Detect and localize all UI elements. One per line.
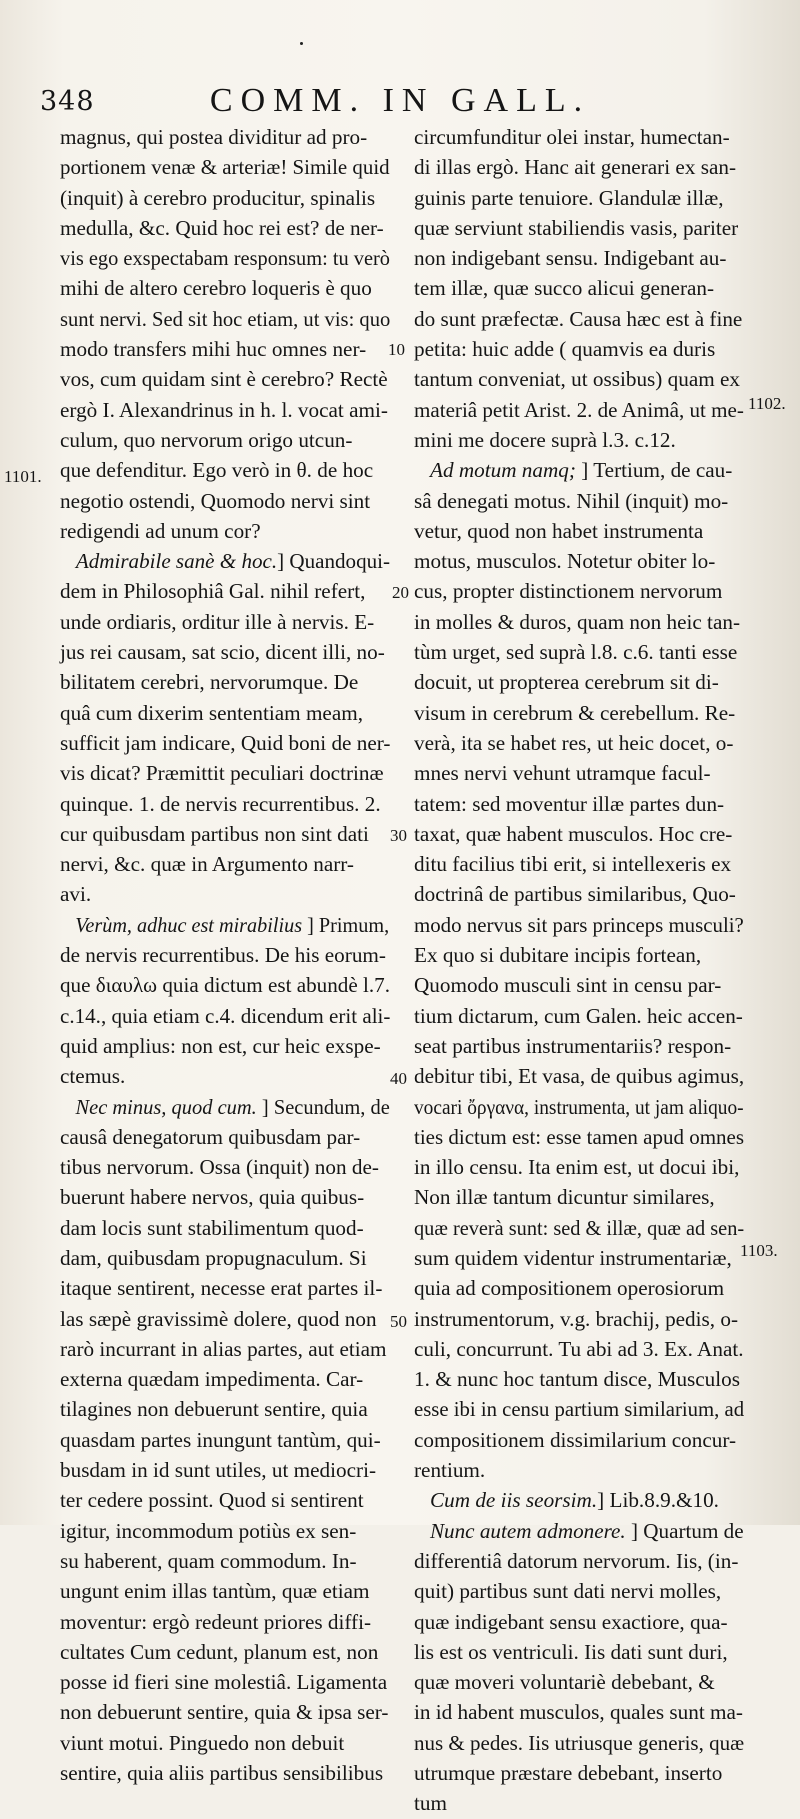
text-line <box>60 1273 390 1303</box>
text-line <box>60 334 390 364</box>
text-line <box>60 1182 390 1212</box>
line-text: tilagines non debuerunt sentire, quia <box>60 1397 368 1422</box>
text-line <box>60 1425 390 1455</box>
line-text: ] Quandoqui- <box>277 549 391 574</box>
line-text: ties dictum est: esse tamen apud omnes <box>414 1124 745 1149</box>
line-text: sum quidem videntur instrumentariæ, <box>414 1245 732 1270</box>
line-text: vis ego exspectabam responsum: tu verò <box>60 246 391 271</box>
text-line <box>60 486 390 516</box>
line-text: quit) partibus sunt dati nervi molles, <box>414 1579 722 1604</box>
line-text: buerunt habere nervos, quia quibus- <box>60 1185 365 1210</box>
line-text: tum <box>414 1791 447 1816</box>
running-title: COMM. IN GALL. <box>209 82 591 119</box>
text-line <box>60 516 390 546</box>
text-line <box>414 1092 744 1122</box>
line-text: bilitatem cerebri, nervorumque. De <box>60 670 359 695</box>
margin-note-left: 1101. <box>4 467 42 486</box>
line-text: quia ad compositionem operosiorum <box>414 1276 725 1301</box>
text-line <box>414 1455 744 1485</box>
text-line <box>60 1152 390 1182</box>
margin-note-right-top: 1102. <box>748 394 786 413</box>
lemma: Nec minus, quod cum. <box>75 1094 257 1119</box>
line-text: ] Lib.8.9.&10. <box>597 1488 719 1513</box>
text-line <box>60 425 390 455</box>
text-line <box>414 576 744 606</box>
line-text: quæ indigebant sensu exactiore, qua- <box>414 1609 728 1634</box>
lemma: Verùm, adhuc est mirabilius <box>75 912 303 937</box>
text-line <box>60 576 390 606</box>
line-text: compositionem dissimilarium concur- <box>414 1427 737 1452</box>
line-text: circumfunditur olei instar, humectan- <box>414 125 730 149</box>
text-line <box>414 1394 745 1424</box>
line-text: ] Quartum de <box>625 1518 744 1543</box>
text-line <box>414 1001 744 1031</box>
line-text: seat partibus instrumentariis? respon- <box>414 1033 732 1058</box>
line-text: portionem venæ & arteriæ! Simile quid <box>60 155 390 180</box>
page-header <box>40 80 760 124</box>
line-text: avi. <box>60 882 92 907</box>
line-text: vis dicat? Præmittit peculiari doctrinæ <box>60 761 384 786</box>
line-text: tem illæ, quæ succo alicui generan- <box>414 276 715 301</box>
line-text: culum, quo nervorum origo utcun- <box>60 427 353 452</box>
line-text: rentium. <box>414 1458 486 1483</box>
text-line <box>414 1243 744 1273</box>
line-text: sâ denegati motus. Nihil (inquit) mo- <box>414 488 729 513</box>
line-text: Quomodo musculi sint in censu par- <box>414 973 722 998</box>
text-line <box>60 1031 390 1061</box>
text-line <box>60 1001 391 1031</box>
line-text: posse id fieri sine molestiâ. Ligamenta <box>60 1670 388 1695</box>
line-text: ungunt enim illas tantùm, quæ etiam <box>60 1579 370 1604</box>
line-text: sentire, quia aliis partibus sensibilibus <box>60 1761 384 1786</box>
line-text: que defenditur. Ego verò in θ. de hoc <box>60 458 374 483</box>
text-line <box>414 1334 744 1364</box>
line-number-50: 50 <box>390 1312 407 1331</box>
line-number-20: 20 <box>392 583 409 602</box>
line-text: materiâ petit Arist. 2. de Animâ, ut me- <box>414 397 744 422</box>
line-text: medulla, &c. Quid hoc rei est? de ner- <box>60 215 384 240</box>
line-text: ] Secundum, de <box>256 1094 390 1119</box>
text-line <box>414 183 744 213</box>
line-text: ergò I. Alexandrinus in h. l. vocat ami- <box>60 397 388 422</box>
text-line <box>60 1243 390 1273</box>
text-line <box>60 304 391 334</box>
text-line <box>414 1788 744 1818</box>
text-line <box>414 1122 745 1152</box>
line-text: ter cedere possint. Quod si sentirent <box>60 1488 364 1513</box>
page-number: 348 <box>40 86 95 117</box>
text-line <box>414 1273 744 1303</box>
text-line <box>60 970 389 1000</box>
line-text: modo nervus sit pars princeps musculi? <box>414 912 744 937</box>
text-line <box>414 728 744 758</box>
line-text: viunt motui. Pinguedo non debuit <box>60 1730 345 1755</box>
text-line <box>60 1455 390 1485</box>
line-text: nervi, &c. quæ in Argumento narr- <box>60 852 354 877</box>
text-line <box>60 607 390 637</box>
line-text: sunt nervi. Sed sit hoc etiam, ut vis: quo <box>60 306 391 331</box>
text-line <box>60 243 391 273</box>
line-text: dem in Philosophiâ Gal. nihil refert, <box>60 579 366 604</box>
text-line <box>414 304 744 334</box>
line-text: itaque sentirent, necesse erat partes il- <box>60 1276 383 1301</box>
line-text: quæ reverà sunt: sed & illæ, quæ ad sen- <box>414 1215 745 1240</box>
text-line <box>60 728 390 758</box>
line-text: jus rei causam, sat scio, dicent illi, no- <box>60 640 385 665</box>
line-text: quæ serviunt stabiliendis vasis, pariter <box>414 215 739 240</box>
text-line <box>60 1092 390 1122</box>
text-line <box>60 122 390 152</box>
text-line <box>414 789 744 819</box>
line-text: ctemus. <box>60 1064 126 1089</box>
line-text: causâ denegatorum quibusdam par- <box>60 1124 361 1149</box>
line-text: in molles & duros, quam non heic tan- <box>414 609 740 634</box>
text-line <box>414 152 744 182</box>
text-line <box>60 667 390 697</box>
lemma: Cum de iis seorsim. <box>430 1488 598 1513</box>
text-line <box>60 455 390 485</box>
line-text: tùm urget, sed suprà l.8. c.6. tanti esse <box>414 640 738 665</box>
line-text: busdam in id sunt utiles, ut mediocri- <box>60 1458 377 1483</box>
line-text: quinque. 1. de nervis recurrentibus. 2. <box>60 791 381 816</box>
line-text: moventur: ergò redeunt priores diffi- <box>60 1609 372 1634</box>
text-line <box>414 1213 745 1243</box>
line-text: dam, quibusdam propugnaculum. Si <box>60 1245 367 1270</box>
line-text: redigendi ad unum cor? <box>60 518 261 543</box>
text-line <box>414 970 744 1000</box>
line-text: de nervis recurrentibus. De his eorum- <box>60 943 386 968</box>
text-line <box>60 637 390 667</box>
text-line <box>60 1122 390 1152</box>
text-line <box>414 1758 744 1788</box>
text-line <box>60 1546 390 1576</box>
line-text: su haberent, quam commodum. In- <box>60 1548 357 1573</box>
line-text: utrumque præstare debebant, inserto <box>414 1761 723 1786</box>
line-text: c.14., quia etiam c.4. dicendum erit ali- <box>60 1003 391 1028</box>
text-line <box>414 637 744 667</box>
line-text: quæ moveri voluntariè debebant, & <box>414 1670 715 1695</box>
text-line <box>60 698 390 728</box>
text-line <box>414 455 744 485</box>
lemma: Ad motum namq; <box>430 458 576 483</box>
text-line <box>414 1425 744 1455</box>
text-line <box>414 849 744 879</box>
line-text: petita: huic adde ( quamvis ea duris <box>414 337 716 362</box>
line-text: tatem: sed moventur illæ partes dun- <box>414 791 725 816</box>
lemma: Nunc autem admonere. <box>429 1518 626 1543</box>
text-line <box>414 1607 744 1637</box>
text-line <box>414 940 744 970</box>
text-line <box>60 1394 390 1424</box>
line-text: vos, cum quidam sint è cerebro? Rectè <box>60 367 388 392</box>
left-column <box>60 122 390 1788</box>
line-text: docuit, ut propterea cerebrum sit di- <box>414 670 719 695</box>
line-text: tium dictarum, cum Galen. heic accen- <box>414 1003 743 1028</box>
line-text: modo transfers mihi huc omnes ner- <box>60 337 367 362</box>
line-text: debitur tibi, Et vasa, de quibus agimus, <box>414 1064 745 1089</box>
text-line <box>414 1516 743 1546</box>
text-line <box>60 789 390 819</box>
text-line <box>60 1576 390 1606</box>
lemma: Admirabile sanè & hoc. <box>75 549 278 574</box>
line-text: nus & pedes. Iis utriusque generis, quæ <box>414 1730 745 1755</box>
text-line <box>60 1334 390 1364</box>
line-text: non debuerunt sentire, quia & ipsa ser- <box>60 1700 389 1725</box>
right-column <box>414 122 744 1819</box>
text-line <box>60 879 390 909</box>
line-text: vocari ὄργανα, instrumenta, ut jam aliquo- <box>414 1094 744 1119</box>
text-line <box>414 1576 744 1606</box>
line-text: instrumentorum, v.g. brachij, pedis, o- <box>414 1306 739 1331</box>
line-text: in id habent musculos, quales sunt ma- <box>414 1700 743 1725</box>
text-line <box>60 364 390 394</box>
line-text: negotio ostendi, Quomodo nervi sint <box>60 488 371 513</box>
text-line <box>414 122 744 152</box>
text-line <box>414 243 744 273</box>
text-line <box>414 1485 744 1515</box>
line-number-10: 10 <box>388 340 405 359</box>
line-text: unde ordiaris, orditur ille à nervis. E- <box>60 609 375 634</box>
text-line <box>414 1697 744 1727</box>
line-text: quâ cum dixerim sententiam meam, <box>60 700 364 725</box>
text-line <box>60 546 391 576</box>
line-text: in illo censu. Ita enim est, ut docui ibi, <box>414 1155 740 1180</box>
line-text: differentiâ datorum nervorum. Iis, (in- <box>414 1548 739 1573</box>
line-text: cur quibusdam partibus non sint dati <box>60 821 369 846</box>
line-text: quasdam partes inungunt tantùm, qui- <box>60 1427 381 1452</box>
text-line <box>60 183 390 213</box>
line-text: tibus nervorum. Ossa (inquit) non de- <box>60 1155 379 1180</box>
line-number-40: 40 <box>390 1069 407 1088</box>
line-text: 1. & nunc hoc tantum disce, Musculos <box>414 1367 741 1392</box>
text-line <box>414 395 742 425</box>
text-line <box>60 1667 390 1697</box>
line-text: rarò incurrant in alias partes, aut etiam <box>60 1336 387 1361</box>
text-line <box>414 516 744 546</box>
line-text: ] Primum, <box>302 912 390 937</box>
text-line <box>414 698 744 728</box>
text-line <box>60 1304 390 1334</box>
text-line <box>414 1304 744 1334</box>
text-line <box>414 546 744 576</box>
line-text: vetur, quod non habet instrumenta <box>414 518 704 543</box>
text-line <box>60 1213 390 1243</box>
text-line <box>414 1152 744 1182</box>
text-line <box>60 213 390 243</box>
text-line <box>60 273 390 303</box>
line-text: las sæpè gravissimè dolere, quod non <box>60 1306 377 1331</box>
text-line <box>60 1758 390 1788</box>
text-line <box>414 1667 744 1697</box>
text-line <box>414 819 744 849</box>
line-text: visum in cerebrum & cerebellum. Re- <box>414 700 736 725</box>
text-line <box>414 1031 744 1061</box>
text-line <box>414 607 744 637</box>
line-text: que διαυλω quia dictum est abundè l.7. <box>60 973 390 998</box>
text-line <box>60 1728 390 1758</box>
margin-note-right-bottom: 1103. <box>740 1241 778 1260</box>
text-line <box>60 1516 390 1546</box>
line-text: di illas ergò. Hanc ait generari ex san- <box>414 155 737 180</box>
text-line <box>60 758 390 788</box>
text-line <box>414 364 744 394</box>
text-line <box>60 152 390 182</box>
line-text: (inquit) à cerebro producitur, spinalis <box>60 185 376 210</box>
line-text: tantum conveniat, ut ossibus) quam ex <box>414 367 740 392</box>
line-text: sufficit jam indicare, Quid boni de ner- <box>60 730 391 755</box>
line-text: mnes nervi vehunt utramque facul- <box>414 761 711 786</box>
text-line <box>60 1697 390 1727</box>
line-text: magnus, qui postea dividitur ad pro- <box>60 125 368 149</box>
line-text: mini me docere suprà l.3. c.12. <box>414 427 676 452</box>
line-text: mihi de altero cerebro loqueris è quo <box>60 276 372 301</box>
line-text: motus, musculos. Notetur obiter lo- <box>414 549 716 574</box>
line-text: guinis parte tenuiore. Glandulæ illæ, <box>414 185 724 210</box>
text-line <box>414 1546 744 1576</box>
text-line <box>60 1061 390 1091</box>
text-line <box>60 1364 390 1394</box>
text-line <box>414 486 744 516</box>
line-text: igitur, incommodum potiùs ex sen- <box>60 1518 357 1543</box>
line-text: esse ibi in censu partium similarium, ad <box>414 1397 745 1422</box>
line-text: ditu facilius tibi erit, si intellexeris ex <box>414 852 732 877</box>
line-text: cus, propter distinctionem nervorum <box>414 579 723 604</box>
line-text: verà, ita se habet res, ut heic docet, o- <box>414 730 734 755</box>
line-text: cultates Cum cedunt, planum est, non <box>60 1639 379 1664</box>
text-line <box>60 849 390 879</box>
text-line <box>414 667 744 697</box>
text-line <box>414 1061 744 1091</box>
text-line <box>414 1364 744 1394</box>
line-text: doctrinâ de partibus similaribus, Quo- <box>414 882 736 907</box>
line-number-30: 30 <box>390 826 407 845</box>
line-text: dam locis sunt stabilimentum quod- <box>60 1215 364 1240</box>
text-line <box>60 1637 390 1667</box>
line-text: ] Tertium, de cau- <box>575 458 733 483</box>
text-line <box>414 910 744 940</box>
line-text: quid amplius: non est, cur heic exspe- <box>60 1033 381 1058</box>
text-line <box>414 334 744 364</box>
text-line <box>414 1182 744 1212</box>
text-line <box>60 940 390 970</box>
text-line <box>414 879 744 909</box>
line-text: non indigebant sensu. Indigebant au- <box>414 246 727 271</box>
line-text: externa quædam impedimenta. Car- <box>60 1367 364 1392</box>
text-line <box>414 273 744 303</box>
text-line <box>414 213 744 243</box>
line-text: Non illæ tantum dicuntur similares, <box>414 1185 715 1210</box>
text-line <box>60 395 390 425</box>
text-line <box>60 1607 390 1637</box>
line-text: lis est os ventriculi. Iis dati sunt duri, <box>414 1639 728 1664</box>
text-line <box>414 425 744 455</box>
line-text: do sunt præfectæ. Causa hæc est à fine <box>414 306 743 331</box>
text-line <box>414 758 744 788</box>
text-line <box>414 1637 744 1667</box>
line-text: taxat, quæ habent musculos. Hoc cre- <box>414 821 733 846</box>
text-line <box>60 819 390 849</box>
line-text: Ex quo si dubitare incipis fortean, <box>414 943 702 968</box>
text-line <box>60 1485 390 1515</box>
ink-speck <box>300 42 303 45</box>
text-line <box>60 910 390 940</box>
text-line <box>414 1728 745 1758</box>
line-text: culi, concurrunt. Tu abi ad 3. Ex. Anat. <box>414 1336 744 1361</box>
